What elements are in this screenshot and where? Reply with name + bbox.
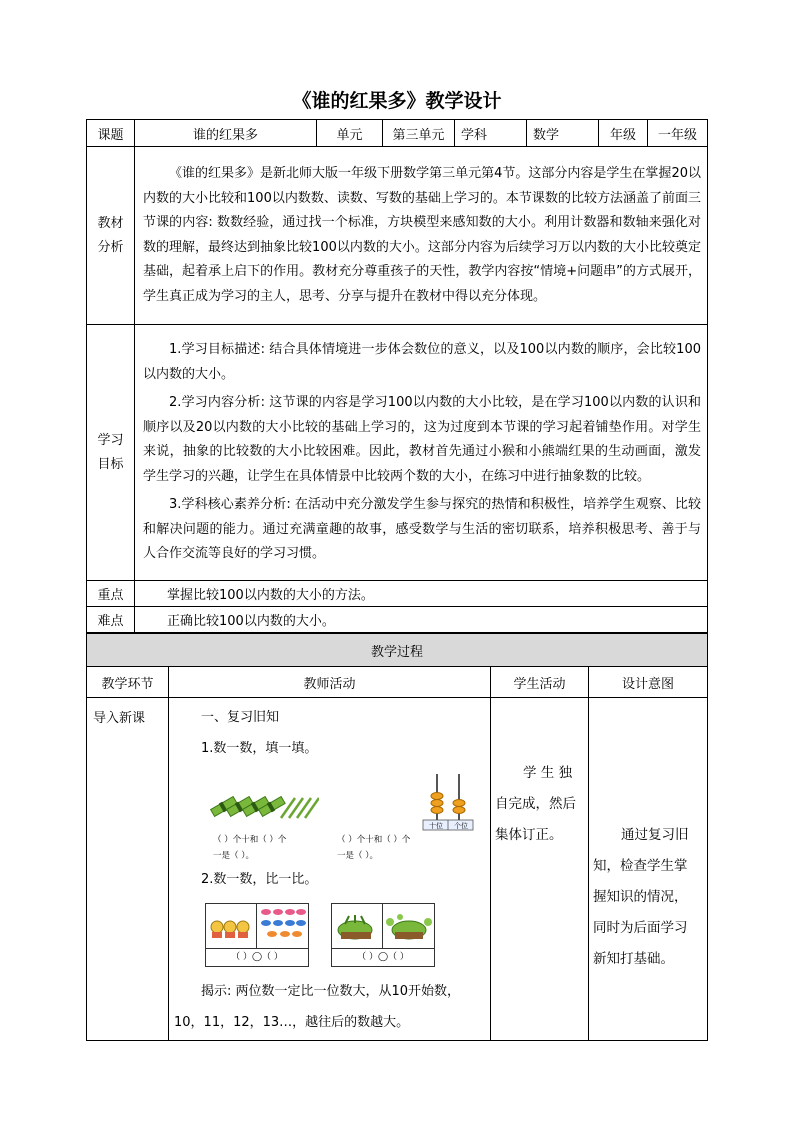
col-student: 学生活动	[491, 667, 589, 698]
unit-label: 单元	[317, 120, 383, 147]
abacus-bead	[453, 800, 465, 807]
process-title: 教学过程	[87, 634, 708, 667]
subject-value: 数学	[527, 120, 599, 147]
analysis-row	[87, 147, 708, 325]
grade-label: 年级	[599, 120, 648, 147]
figure-1-caption: （ ）个十和（ ）个 一是（ ）。	[213, 835, 287, 861]
header-row	[87, 120, 708, 147]
single-stick-icon	[305, 798, 319, 818]
process-title-row	[87, 634, 708, 667]
vegetable-bundle-icon	[335, 912, 379, 942]
difficulty-text: 正确比较100以内数的大小。	[135, 607, 708, 633]
difficulty-label: 难点	[87, 607, 135, 633]
col-stage: 教学环节	[87, 667, 169, 698]
compare-blank-1: （ ）◯（ ）	[231, 952, 283, 962]
key-point-label: 重点	[87, 581, 135, 607]
stick-bundles-figure	[209, 790, 319, 824]
figure-2-caption: （ ）个十和（ ）个 一是（ ）。	[337, 835, 411, 861]
abacus-ones-label: 个位	[454, 822, 468, 830]
topic-label: 课题	[87, 120, 135, 147]
review-heading: 一、复习旧知	[201, 710, 280, 725]
abacus-bead	[431, 793, 443, 800]
objectives-text	[135, 325, 708, 581]
subject-label: 学科	[455, 120, 527, 147]
stage-intro: 导入新课	[87, 698, 169, 1041]
compare-box-2	[331, 903, 435, 967]
objective-1: 1.学习目标描述: 结合具体情境进一步体会数位的意义，以及100以内数的顺序，会比较100以内数的大小。	[143, 342, 701, 382]
objective-2: 2.学习内容分析: 这节课的内容是学习100以内数的大小比较，是在学习100以内数的认识和顺序以及20以内数的大小比较的基础上学习的，这为过度到本节课的学习起着铺垫作用。对学生来说，抽象的比较数的大小比较困难。因此，教材首先通过小猴和小熊端红果的生动画面，激发学生学习的兴趣，让学生在具体情景中比较两个数的大小，在练习中进行抽象数的比较。	[143, 395, 701, 484]
question-1: 1.数一数，填一填。	[201, 741, 318, 756]
design-intent: 通过复习旧 知，检查学生掌 握知识的情况， 同时为后面学习 新知打基础。	[589, 698, 708, 1041]
process-header-row	[87, 667, 708, 698]
col-intent: 设计意图	[589, 667, 708, 698]
student-activity: 学 生 独 自完成，然后 集体订正。	[491, 698, 589, 1041]
analysis-text: 《谁的红果多》是新北师大版一年级下册数学第三单元第4节。这部分内容是学生在掌握20以内数的大小比较和100以内数数、读数、写数的基础上学习的。本节课数的比较方法涵盖了前面三节课的内容: 数数经验，通过找一个标准，方块模型来感知数的大小。利用计数器和数轴来强化对数的理解，最终达到抽象比较100以内数的大小。这部分内容为后续学习万以内数的大小比较奠定基础，起着承上启下的作用。教材充分尊重孩子的天性，教学内容按“情境+问题串”的方式展开，学生真正成为学习的主人，思考、分享与提升在教材中得以充分体现。	[135, 147, 708, 325]
objectives-row	[87, 325, 708, 581]
process-table	[86, 633, 708, 1041]
key-point-row	[87, 581, 708, 607]
unit-value: 第三单元	[383, 120, 455, 147]
abacus-bead	[431, 807, 443, 814]
key-point-text: 掌握比较100以内数的大小的方法。	[135, 581, 708, 607]
process-row-intro	[87, 698, 708, 1041]
topic-value: 谁的红果多	[135, 120, 317, 147]
single-stick-icon	[289, 798, 303, 818]
fish-group-icon	[259, 906, 307, 946]
difficulty-row	[87, 607, 708, 633]
col-teacher: 教师活动	[169, 667, 491, 698]
chick-group-icon	[209, 912, 253, 942]
grade-value: 一年级	[648, 120, 708, 147]
objectives-label: 学习 目标	[87, 325, 135, 581]
analysis-label: 教材 分析	[87, 147, 135, 325]
info-table	[86, 119, 708, 633]
reveal-text: 揭示: 两位数一定比一位数大，从10开始数， 10，11，12，13…，越往后的数越大。	[174, 984, 461, 1030]
compare-blank-2: （ ）◯（ ）	[357, 952, 409, 962]
teacher-activity	[169, 698, 491, 1041]
abacus-bead	[431, 800, 443, 807]
abacus-bead	[453, 807, 465, 814]
page-title: 《谁的红果多》教学设计	[292, 90, 502, 112]
single-stick-icon	[297, 798, 311, 818]
abacus-tens-label: 十位	[429, 822, 443, 830]
objective-3: 3.学科核心素养分析: 在活动中充分激发学生参与探究的热情和积极性，培养学生观察、比较和解决问题的能力。通过充满童趣的故事，感受数学与生活的密切联系，培养积极思考、善于与人合作交流等良好的学习习惯。	[143, 497, 701, 562]
vegetable-group-icon	[385, 912, 433, 942]
compare-box-1	[205, 903, 309, 967]
question-2: 2.数一数，比一比。	[201, 872, 318, 887]
